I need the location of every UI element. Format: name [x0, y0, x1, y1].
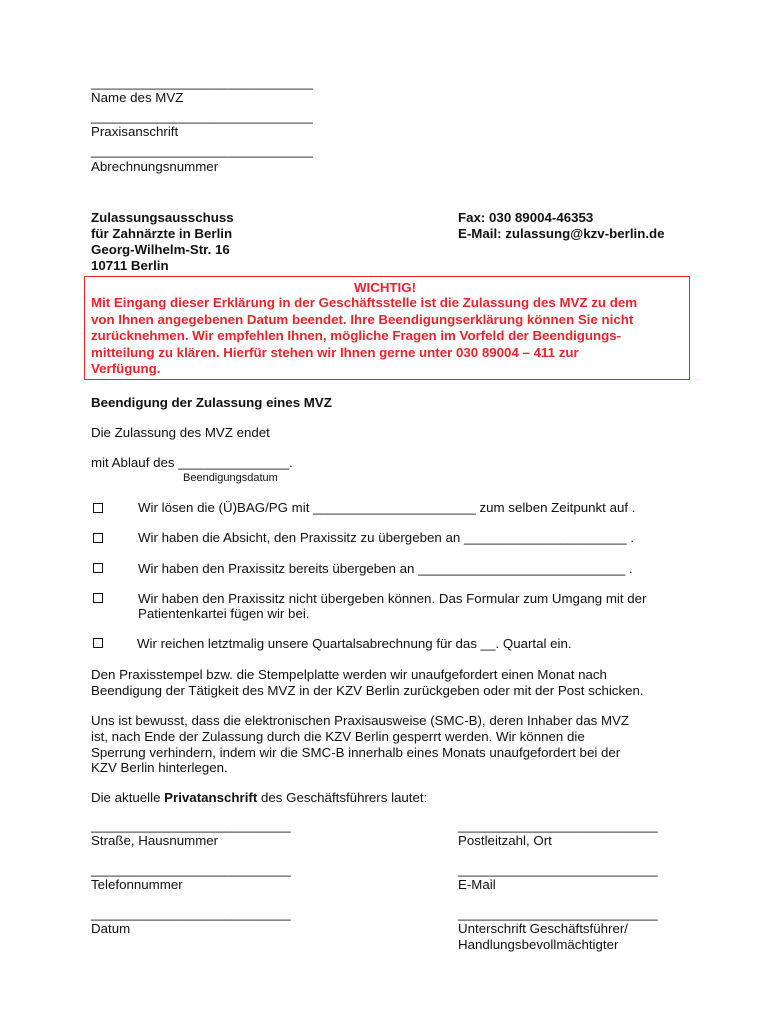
para-smcb-line-1: Uns ist bewusst, dass die elektronischen Praxisausweise (SMC-B), deren Inhaber das MVZ	[91, 713, 630, 728]
email-label: E-Mail	[458, 877, 496, 892]
date-field[interactable]: ___________________________	[91, 906, 291, 921]
recipient-line-2: für Zahnärzte in Berlin	[91, 226, 233, 241]
street-field[interactable]: ___________________________	[91, 818, 291, 833]
phone-field[interactable]: ___________________________	[91, 862, 291, 877]
recipient-line-4: 10711 Berlin	[91, 258, 169, 273]
signature-field[interactable]: ___________________________	[458, 906, 658, 921]
warning-line-3: zurücknehmen. Wir empfehlen Ihnen, mögliche Fragen im Vorfeld der Beendigungs-	[91, 328, 622, 343]
address-line: ______________________________	[91, 109, 313, 124]
billing-label: Abrechnungsnummer	[91, 159, 219, 174]
end-date-caption: Beendigungsdatum	[183, 472, 278, 484]
option-label-1: Wir lösen die (Ü)BAG/PG mit ______________________ zum selben Zeitpunkt auf .	[138, 500, 636, 515]
option-label-2: Wir haben die Absicht, den Praxissitz zu übergeben an ______________________ .	[138, 530, 635, 545]
option-label-5: Wir reichen letztmalig unsere Quartalsabrechnung für das __. Quartal ein.	[137, 636, 572, 651]
option-checkbox-1[interactable]	[93, 503, 103, 513]
option-checkbox-2[interactable]	[93, 533, 103, 543]
email-field[interactable]: ___________________________	[458, 862, 658, 877]
end-statement: Die Zulassung des MVZ endet	[91, 425, 270, 440]
mvz-name-label: Name des MVZ	[91, 90, 184, 105]
signature-label-1: Unterschrift Geschäftsführer/	[458, 921, 628, 936]
warning-line-5: Verfügung.	[91, 361, 161, 376]
option-label-3: Wir haben den Praxissitz bereits übergeben an ____________________________ .	[138, 561, 633, 576]
warning-line-2: von Ihnen angegebenen Datum beendet. Ihre Beendigungserklärung können Sie nicht	[91, 312, 634, 327]
option-checkbox-5[interactable]	[93, 638, 103, 648]
recipient-line-3: Georg-Wilhelm-Str. 16	[91, 242, 230, 257]
para-smcb-line-3: Sperrung verhindern, indem wir die SMC-B innerhalb eines Monats unaufgefordert bei der	[91, 745, 621, 760]
address-label: Praxisanschrift	[91, 124, 179, 139]
para-stamp-line-2: Beendigung der Tätigkeit des MVZ in der KZV Berlin zurückgeben oder mit der Post schicken.	[91, 683, 644, 698]
warning-line-1: Mit Eingang dieser Erklärung in der Geschäftsstelle ist die Zulassung des MVZ zu dem	[91, 295, 638, 310]
end-date-field[interactable]: mit Ablauf des _______________.	[91, 455, 293, 470]
billing-line: ______________________________	[91, 143, 313, 158]
mvz-name-line: ______________________________	[91, 75, 313, 90]
email-address: E-Mail: zulassung@kzv-berlin.de	[458, 226, 665, 241]
intro-part-c: des Geschäftsführers lautet:	[257, 790, 428, 805]
zip-label: Postleitzahl, Ort	[458, 833, 552, 848]
para-smcb-line-4: KZV Berlin hinterlegen.	[91, 760, 228, 775]
para-stamp-line-1: Den Praxisstempel bzw. die Stempelplatte werden wir unaufgefordert einen Monat nach	[91, 667, 607, 682]
section-heading: Beendigung der Zulassung eines MVZ	[91, 395, 332, 410]
recipient-line-1: Zulassungsausschuss	[91, 210, 234, 225]
street-label: Straße, Hausnummer	[91, 833, 219, 848]
private-address-intro	[91, 790, 427, 806]
intro-part-b: Privatanschrift	[164, 790, 258, 805]
para-smcb-line-2: ist, nach Ende der Zulassung durch die KZV Berlin gesperrt werden. Wir können die	[91, 729, 585, 744]
option-checkbox-4[interactable]	[93, 593, 103, 603]
warning-line-4: mitteilung zu klären. Hierfür stehen wir Ihnen gerne unter 030 89004 – 411 zur	[91, 345, 579, 360]
option-checkbox-3[interactable]	[93, 563, 103, 573]
signature-label-2: Handlungsbevollmächtigter	[458, 937, 619, 952]
intro-part-a: Die aktuelle	[91, 790, 165, 805]
date-label: Datum	[91, 921, 131, 936]
option-label-4: Wir haben den Praxissitz nicht übergeben können. Das Formular zum Umgang mit der	[138, 591, 647, 606]
warning-title: WICHTIG!	[353, 280, 417, 295]
option-label-4-cont: Patientenkartei fügen wir bei.	[138, 606, 310, 621]
zip-field[interactable]: ___________________________	[458, 818, 658, 833]
fax-number: Fax: 030 89004-46353	[458, 210, 594, 225]
phone-label: Telefonnummer	[91, 877, 183, 892]
